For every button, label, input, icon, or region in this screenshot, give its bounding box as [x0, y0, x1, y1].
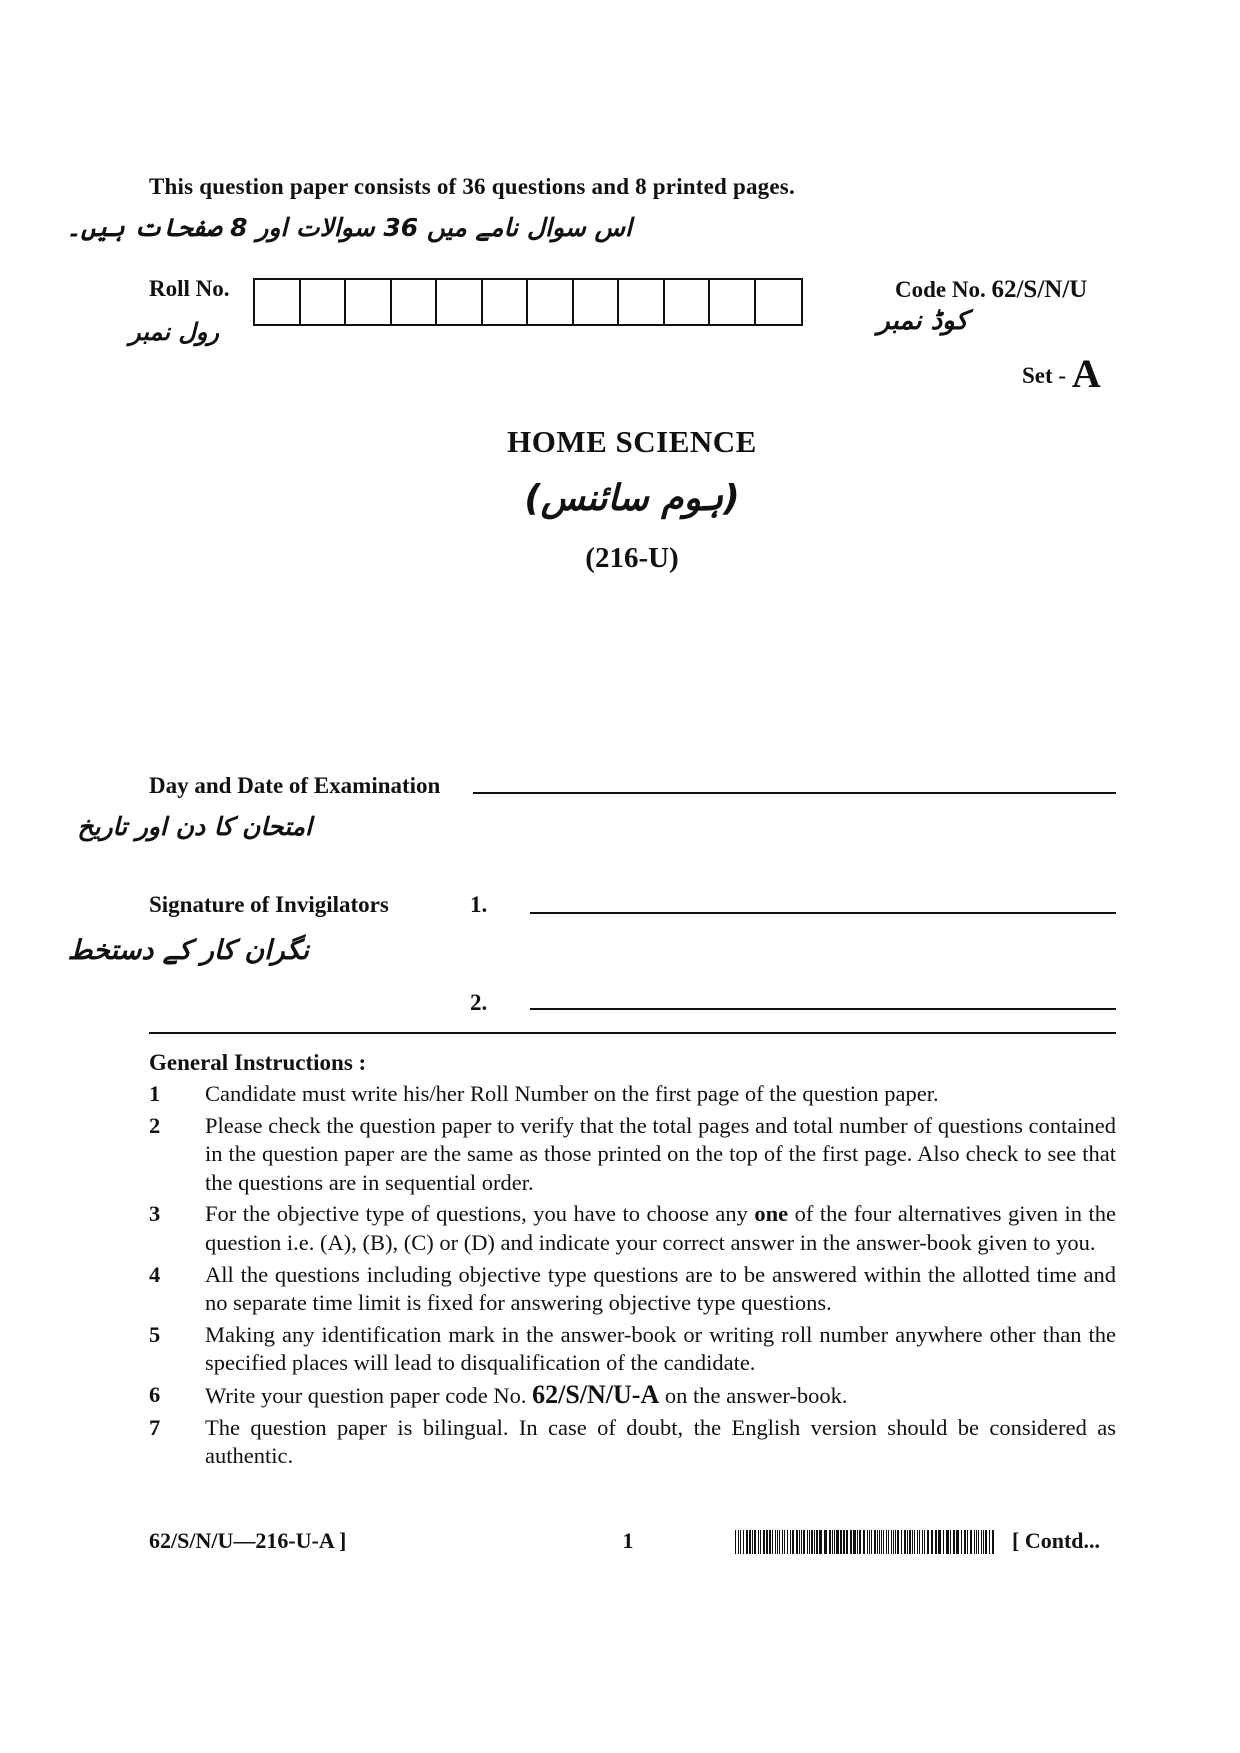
- barcode-bar: [869, 1530, 870, 1554]
- barcode-bar: [754, 1530, 756, 1554]
- instruction-text: For the objective type of questions, you have to choose any one of the four alternatives given in the question i.e. (A), (B), (C) or (D) and indicate your correct answer in the answer-book given to you.: [205, 1201, 1117, 1255]
- barcode-bar: [782, 1530, 783, 1554]
- barcode-bar: [819, 1530, 822, 1554]
- invigilator-signature-field-1[interactable]: [530, 912, 1116, 914]
- instruction-number: 6: [149, 1381, 161, 1407]
- invigilator-signature-label-urdu: نگران کار کے دستخط: [67, 935, 309, 966]
- footer-page-number: 1: [622, 1528, 634, 1553]
- instruction-emphasis: one: [754, 1201, 789, 1227]
- barcode-bar: [840, 1530, 842, 1554]
- instruction-number: 3: [149, 1201, 161, 1227]
- subject-title-urdu: (ہوم سائنس): [524, 478, 740, 519]
- instruction-number: 2: [149, 1112, 161, 1138]
- barcode-bar: [931, 1530, 933, 1554]
- exam-day-label-urdu: امتحان کا دن اور تاریخ: [77, 812, 312, 841]
- barcode-bar: [919, 1530, 920, 1554]
- invigilator-slot-2-number: 2.: [470, 990, 488, 1015]
- barcode-bar: [735, 1530, 736, 1554]
- barcode-bar: [824, 1530, 827, 1554]
- barcode-bar: [881, 1530, 882, 1554]
- barcode-bar: [867, 1530, 868, 1554]
- set-value: A: [1071, 351, 1101, 396]
- barcode-bar: [772, 1530, 773, 1554]
- footer-paper-code: 62/S/N/U—216-U-A ]: [149, 1528, 347, 1553]
- barcode-bar: [904, 1530, 906, 1554]
- barcode-bar: [752, 1530, 753, 1554]
- barcode-bar: [863, 1530, 865, 1554]
- barcode-bar: [938, 1530, 941, 1554]
- instruction-item: [149, 1112, 1116, 1198]
- answer-book-code: 62/S/N/U-A: [532, 1379, 660, 1409]
- instruction-text: Making any identification mark in the answer-book or writing roll number anywhere other than the specified places will lead to disqualification of the candidate.: [205, 1321, 1116, 1376]
- barcode-bar: [914, 1530, 915, 1554]
- barcode-bar: [974, 1530, 975, 1554]
- barcode-bar: [874, 1530, 876, 1554]
- barcode-bar: [749, 1530, 751, 1554]
- barcode-bar: [787, 1530, 788, 1554]
- instruction-number: 7: [149, 1414, 161, 1440]
- barcode-bar: [769, 1530, 771, 1554]
- barcode-bar: [738, 1530, 739, 1554]
- barcode-bar: [760, 1530, 761, 1554]
- roll-number-label: Roll No.: [149, 276, 230, 301]
- subject-title: HOME SCIENCE: [507, 424, 757, 459]
- barcode-bar: [775, 1530, 776, 1554]
- barcode-bar: [779, 1530, 780, 1554]
- barcode-bar: [895, 1530, 896, 1554]
- barcode-bar: [964, 1530, 966, 1554]
- instruction-item: [149, 1321, 1116, 1378]
- barcode-bar: [816, 1530, 818, 1554]
- exam-day-field[interactable]: [473, 792, 1116, 794]
- barcode-icon: [735, 1530, 997, 1554]
- instruction-number: 4: [149, 1261, 161, 1287]
- barcode-bar: [790, 1530, 791, 1554]
- set-label: Set -: [1022, 363, 1067, 388]
- barcode-bar: [829, 1530, 831, 1554]
- barcode-bar: [992, 1530, 994, 1554]
- barcode-bar: [857, 1530, 858, 1554]
- barcode-bar: [956, 1530, 959, 1554]
- paper-consists-line: This question paper consists of 36 questions and 8 printed pages.: [149, 174, 795, 199]
- barcode-bar: [846, 1530, 848, 1554]
- general-instructions-title: General Instructions :: [149, 1050, 367, 1075]
- barcode-bar: [763, 1530, 765, 1554]
- barcode-bar: [976, 1530, 977, 1554]
- barcode-bar: [850, 1530, 852, 1554]
- general-instructions-list: [149, 1080, 1116, 1474]
- code-number: [895, 276, 1087, 304]
- barcode-bar: [978, 1530, 979, 1554]
- barcode-bar: [766, 1530, 768, 1554]
- barcode-bar: [950, 1530, 951, 1554]
- instruction-item: [149, 1381, 1116, 1411]
- barcode-bar: [897, 1530, 899, 1554]
- barcode-bar: [746, 1530, 748, 1554]
- barcode-bar: [891, 1530, 892, 1554]
- exam-day-label: Day and Date of Examination: [149, 773, 441, 798]
- barcode-bar: [943, 1530, 944, 1554]
- barcode-bar: [983, 1530, 984, 1554]
- barcode-bar: [981, 1530, 982, 1554]
- instruction-item: [149, 1200, 1116, 1257]
- barcode-bar: [859, 1530, 861, 1554]
- barcode-bar: [758, 1530, 759, 1554]
- barcode-bar: [961, 1530, 962, 1554]
- barcode-bar: [922, 1530, 923, 1554]
- set-indicator: [1022, 350, 1101, 397]
- barcode-bar: [924, 1530, 925, 1554]
- barcode-bar: [807, 1530, 808, 1554]
- barcode-bar: [946, 1530, 949, 1554]
- barcode-bar: [912, 1530, 913, 1554]
- barcode-bar: [970, 1530, 972, 1554]
- barcode-bar: [853, 1530, 856, 1554]
- instruction-item: [149, 1414, 1116, 1471]
- barcode-bar: [740, 1530, 741, 1554]
- instruction-number: 1: [149, 1081, 161, 1106]
- invigilator-slot-1-number: 1.: [470, 892, 488, 917]
- section-divider: [149, 1032, 1116, 1034]
- code-number-label: Code No.: [895, 277, 986, 302]
- barcode-bar: [803, 1530, 805, 1554]
- paper-consists-line-urdu: اس سوال نامے میں 36 سوالات اور 8 صفحات ہیں۔: [66, 213, 632, 242]
- subject-code: (216-U): [585, 542, 679, 574]
- barcode-bar: [879, 1530, 880, 1554]
- barcode-bar: [784, 1530, 785, 1554]
- instruction-text: All the questions including objective type questions are to be answered within the allotted time and no separate time limit is fixed for answering objective type questions.: [205, 1261, 1116, 1316]
- barcode-bar: [901, 1530, 902, 1554]
- barcode-bar: [917, 1530, 918, 1554]
- invigilator-signature-label: Signature of Invigilators: [149, 892, 389, 917]
- barcode-bar: [834, 1530, 835, 1554]
- instruction-number: 5: [149, 1321, 161, 1347]
- barcode-bar: [796, 1530, 798, 1554]
- barcode-bar: [907, 1530, 908, 1554]
- instruction-item: [149, 1261, 1116, 1318]
- barcode-bar: [985, 1530, 987, 1554]
- code-number-value: 62/S/N/U: [991, 276, 1088, 303]
- barcode-bar: [871, 1530, 872, 1554]
- instruction-text: The question paper is bilingual. In case of doubt, the English version should be considered as authentic.: [205, 1414, 1116, 1469]
- invigilator-signature-field-2[interactable]: [530, 1008, 1116, 1010]
- barcode-bar: [799, 1530, 800, 1554]
- instruction-text: Write your question paper code No. 62/S/N/U-A on the answer-book.: [205, 1379, 848, 1409]
- barcode-bar: [832, 1530, 833, 1554]
- barcode-bar: [792, 1530, 794, 1554]
- barcode-bar: [888, 1530, 889, 1554]
- roll-number-label-urdu: رول نمبر: [128, 318, 219, 346]
- instruction-text: Candidate must write his/her Roll Number on the first page of the question paper.: [205, 1081, 939, 1106]
- barcode-bar: [801, 1530, 802, 1554]
- code-number-label-urdu: کوڈ نمبر: [877, 306, 968, 336]
- barcode-bar: [877, 1530, 878, 1554]
- barcode-bar: [893, 1530, 894, 1554]
- barcode-bar: [935, 1530, 937, 1554]
- barcode-bar: [777, 1530, 778, 1554]
- barcode-bar: [886, 1530, 887, 1554]
- barcode-bar: [809, 1530, 810, 1554]
- barcode-bar: [927, 1530, 929, 1554]
- instruction-item: [149, 1080, 1116, 1109]
- instruction-text: Please check the question paper to verify that the total pages and total number of questions contained in the question paper are the same as those printed on the top of the first page. Also check to see that the questions are in sequential order.: [205, 1112, 1116, 1195]
- barcode-bar: [909, 1530, 911, 1554]
- barcode-bar: [814, 1530, 815, 1554]
- barcode-bar: [967, 1530, 968, 1554]
- footer-contd: [ Contd...: [1012, 1528, 1101, 1553]
- barcode-bar: [836, 1530, 839, 1554]
- barcode-bar: [743, 1530, 744, 1554]
- barcode-bar: [811, 1530, 813, 1554]
- barcode-bar: [953, 1530, 955, 1554]
- barcode-bar: [843, 1530, 845, 1554]
- barcode-bar: [989, 1530, 990, 1554]
- barcode-bar: [883, 1530, 884, 1554]
